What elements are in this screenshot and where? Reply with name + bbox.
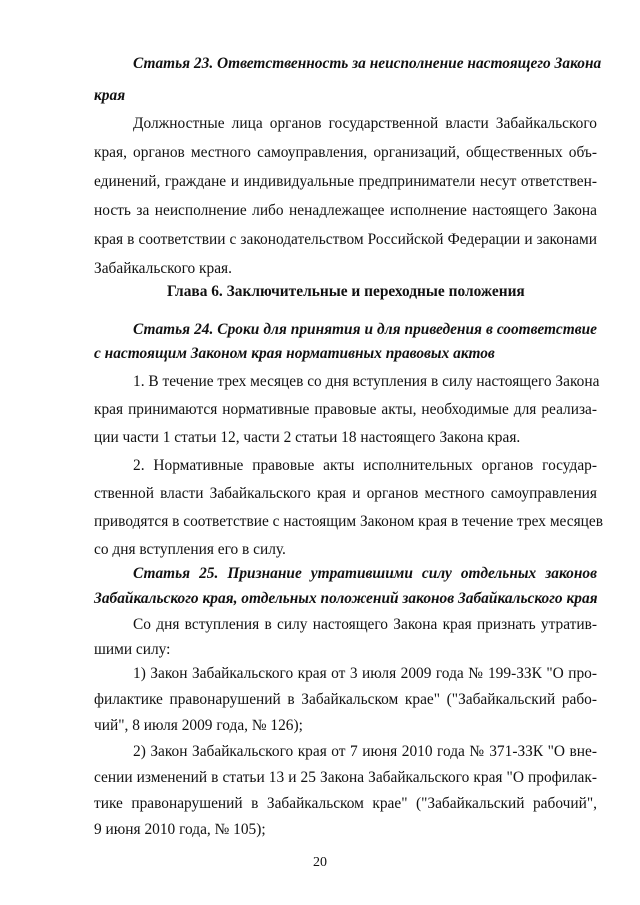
article-24-p1-line: ции части 1 статьи 12, части 2 статьи 18 настоящего Закона края. bbox=[94, 429, 521, 446]
article-25-heading-line-1: Статья 25. Признание утратившими силу отдельных законов bbox=[133, 565, 597, 582]
article-24-p2-line: со дня вступления его в силу. bbox=[94, 541, 286, 558]
article-25-item-1-line: чий", 8 июля 2009 года, № 126); bbox=[94, 717, 303, 734]
page-number: 20 bbox=[313, 855, 327, 870]
article-23-text-line: Должностные лица органов государственной власти Забайкальского bbox=[133, 115, 597, 132]
article-25-intro-line: Со дня вступления в силу настоящего Закона края признать утратив- bbox=[133, 616, 597, 633]
article-24-p2-line: приводятся в соответствие с настоящим Законом края в течение трех месяцев bbox=[94, 513, 604, 530]
article-25-item-2-line: 2) Закон Забайкальского края от 7 июня 2010 года № 371-ЗЗК "О вне- bbox=[133, 743, 597, 760]
chapter-title: Глава 6. Заключительные и переходные положения bbox=[167, 283, 525, 300]
article-25-item-2-line: сении изменений в статьи 13 и 25 Закона Забайкальского края "О профилак- bbox=[94, 769, 597, 786]
article-24-p1-line: 1. В течение трех месяцев со дня вступления в силу настоящего Закона bbox=[133, 373, 600, 390]
article-25-item-2-line: 9 июня 2010 года, № 105); bbox=[94, 821, 266, 838]
article-23-text-line: Забайкальского края. bbox=[94, 260, 232, 277]
article-24-p2-line: 2. Нормативные правовые акты исполнительных органов государ- bbox=[133, 457, 597, 474]
article-24-p1-line: края принимаются нормативные правовые акты, необходимые для реализа- bbox=[94, 401, 597, 418]
article-25-intro-line: шими силу: bbox=[94, 641, 171, 658]
article-23-heading-line-2: края bbox=[94, 87, 126, 104]
article-25-heading-line-2: Забайкальского края, отдельных положений законов Забайкальского края bbox=[94, 590, 598, 607]
article-24-heading-line-2: с настоящим Законом края нормативных правовых актов bbox=[94, 345, 495, 362]
article-25-item-2-line: тике правонарушений в Забайкальском крае" ("Забайкальский рабочий", bbox=[94, 795, 597, 812]
article-25-item-1-line: филактике правонарушений в Забайкальском крае" ("Забайкальский рабо- bbox=[94, 691, 597, 708]
article-24-p2-line: ственной власти Забайкальского края и органов местного самоуправления bbox=[94, 485, 597, 502]
article-23-text-line: края в соответствии с законодательством Российской Федерации и законами bbox=[94, 231, 597, 248]
article-23-text-line: единений, граждане и индивидуальные предприниматели несут ответствен- bbox=[94, 173, 597, 190]
article-23-text-line: ность за неисполнение либо ненадлежащее исполнение настоящего Закона bbox=[94, 202, 597, 219]
article-23-heading-line-1: Статья 23. Ответственность за неисполнение настоящего Закона bbox=[133, 55, 602, 72]
article-23-text-line: края, органов местного самоуправления, организаций, общественных объ- bbox=[94, 144, 597, 161]
article-24-heading-line-1: Статья 24. Сроки для принятия и для приведения в соответствие bbox=[133, 321, 597, 338]
article-25-item-1-line: 1) Закон Забайкальского края от 3 июля 2009 года № 199-ЗЗК "О про- bbox=[133, 665, 597, 682]
